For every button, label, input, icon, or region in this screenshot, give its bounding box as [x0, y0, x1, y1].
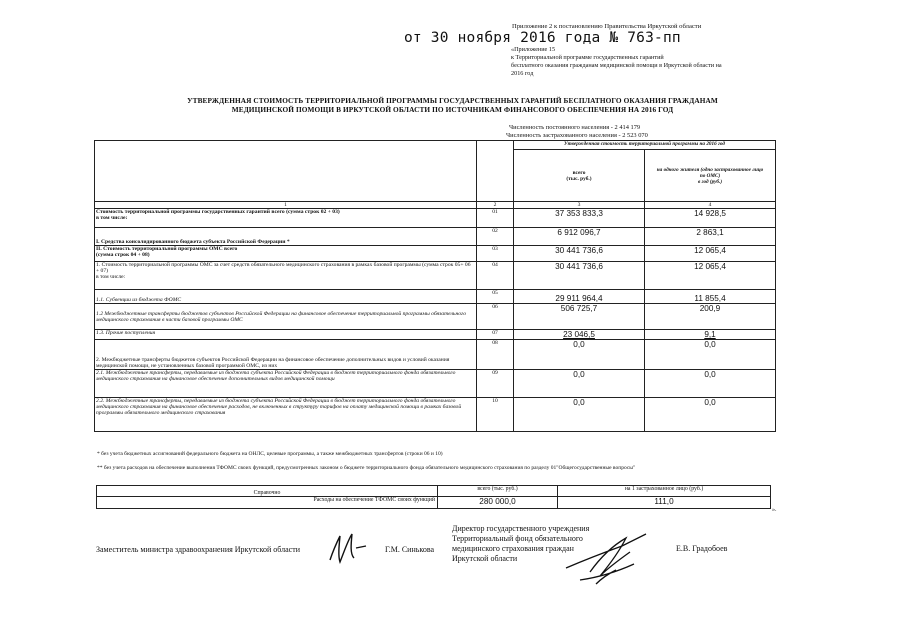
appendix-15-note	[511, 46, 781, 78]
row-per: 11 855,4	[645, 290, 776, 304]
director-signature	[560, 528, 652, 588]
row-code: 10	[477, 398, 514, 432]
row-sub: (сумма строк 04 + 08)	[96, 252, 150, 258]
director-line: Территориальный фонд обязательного	[452, 534, 583, 543]
row-total: 30 441 736,6	[514, 246, 645, 262]
title-line: УТВЕРЖДЕННАЯ СТОИМОСТЬ ТЕРРИТОРИАЛЬНОЙ ПРОГРАММЫ ГОСУДАРСТВЕННЫХ ГАРАНТИЙ БЕСПЛАТНОГО ОКАЗАНИЯ ГРАЖДАНАМ	[187, 96, 718, 105]
title-line: МЕДИЦИНСКОЙ ПОМОЩИ В ИРКУТСКОЙ ОБЛАСТИ ПО ИСТОЧНИКАМ ФИНАНСОВОГО ОБЕСПЕЧЕНИЯ НА 2016 ГОД	[231, 105, 674, 114]
row-title: 1. Стоимость территориальной программы ОМС за счет средств обязательного медицинского страхования в рамках базовой программы (сумма строк 05+ 06 + 07)	[96, 262, 471, 274]
row-per: 14 928,5	[645, 209, 776, 228]
row-total: 0,0	[514, 398, 645, 432]
row-name: 2.2. Межбюджетные трансферты, передаваемые из бюджета субъекта Российской Федерации в бюджет территориального фонда обязательного медицинского страхования на финансовое обеспечение расходов, не включенных в структуру тарифов на оплату медицинской помощи в рамках базовой программы обязательного медицинского страхования	[95, 398, 477, 432]
ref-per: 111,0	[558, 497, 771, 509]
director-name: Е.В. Градобоев	[676, 544, 728, 553]
row-name	[95, 262, 477, 290]
row-code: 04	[477, 262, 514, 290]
header-empty-name	[95, 141, 477, 202]
appendix-2-note: Приложение 2 к постановлению Правительства Иркутской области	[512, 23, 702, 30]
col-num: 2	[477, 202, 514, 209]
table-row	[95, 246, 776, 262]
row-per: 0,0	[645, 340, 776, 370]
row-name: 1.2 Межбюджетные трансферты бюджетов субъектов Российской Федерации на финансовое обеспечение территориальной программы обязательного медицинского страхования в части базовой программы ОМС	[95, 304, 477, 330]
header-empty-code	[477, 141, 514, 202]
table-row	[95, 209, 776, 228]
footnote-1: * без учета бюджетных ассигнований федерального бюджета на ОНЛС, целевые программы, а также межбюджетных трансфертов (строки 06 и 10)	[97, 451, 443, 457]
deputy-signature	[326, 530, 374, 566]
row-code: 07	[477, 330, 514, 340]
reference-table	[96, 485, 771, 509]
deputy-name: Г.М. Синькова	[385, 545, 435, 554]
population-count: Численность постоянного населения - 2 414 179	[509, 124, 641, 131]
row-name: 1.3. Прочие поступления	[95, 330, 477, 340]
row-total: 37 353 833,3	[514, 209, 645, 228]
row-code: 05	[477, 290, 514, 304]
ref-total: 280 000,0	[438, 497, 558, 509]
row-sub: в том числе:	[96, 215, 128, 221]
table-row	[95, 228, 776, 246]
cost-table	[94, 140, 776, 432]
footnote-2: ** без учета расходов на обеспечение выполнения ТФОМС своих функций, предусмотренных законом о бюджете территориального фонда обязательного медицинского страхования по разделу 01"Общегосударственные вопросы"	[97, 465, 636, 471]
header-per-line: по ОМС)	[699, 172, 721, 179]
director-line: Иркутской области	[452, 554, 518, 563]
row-total: 506 725,7	[514, 304, 645, 330]
director-line: Директор государственного учреждения	[452, 524, 590, 533]
row-title: I. Средства консолидированного бюджета субъекта Российской Федерации *	[96, 239, 290, 245]
header-total	[514, 150, 645, 202]
table-row	[95, 262, 776, 290]
row-title: Стоимость территориальной программы государственных гарантий всего (сумма строк 02 + 03)	[96, 209, 340, 215]
appendix-15-line: 2016 год	[511, 70, 534, 77]
ref-col-per: на 1 застрахованное лицо (руб.)	[558, 486, 771, 497]
row-total: 0,0	[514, 370, 645, 398]
row-per: 12 065,4	[645, 246, 776, 262]
row-per: 0,0	[645, 370, 776, 398]
director-line: медицинского страхования граждан	[452, 544, 574, 553]
row-code: 06	[477, 304, 514, 330]
row-name	[95, 246, 477, 262]
appendix-15-line: «Приложение 15	[511, 46, 556, 53]
row-total: 6 912 096,7	[514, 228, 645, 246]
table-row	[95, 340, 776, 370]
header-total-line: (тыс. руб.)	[566, 175, 592, 182]
row-total: 29 911 964,4	[514, 290, 645, 304]
row-total: 30 441 736,6	[514, 262, 645, 290]
row-name: 2. Межбюджетные трансферты бюджетов субъектов Российской Федерации на финансовое обеспечение дополнительных видов и условий оказания медицинской помощи, не установленных базовой программой ОМС, из них	[95, 340, 477, 370]
header-per-line: на одного жителя (одно застрахованное лицо	[656, 166, 764, 173]
closing-quote: ».	[772, 507, 777, 513]
ref-col-total: всего (тыс. руб.)	[438, 486, 558, 497]
table-row	[95, 398, 776, 432]
row-code: 01	[477, 209, 514, 228]
table-row	[95, 330, 776, 340]
row-per: 12 065,4	[645, 262, 776, 290]
row-total: 0,0	[514, 340, 645, 370]
document-title	[150, 96, 755, 114]
row-name: 1.1. Субвенции из бюджета ФОМС	[95, 290, 477, 304]
row-name	[95, 228, 477, 246]
header-total-line: всего	[572, 169, 586, 176]
row-code: 09	[477, 370, 514, 398]
row-per: 2 863,1	[645, 228, 776, 246]
row-title: II. Стоимость территориальной программы ОМС всего	[96, 246, 238, 252]
header-per-line: в год (руб.)	[697, 178, 723, 185]
row-per: 9,1	[645, 330, 776, 340]
row-code: 08	[477, 340, 514, 370]
ref-label: Справочно	[97, 486, 438, 497]
resolution-stamp: от 30 ноября 2016 года № 763-пп	[404, 30, 681, 46]
row-per: 200,9	[645, 304, 776, 330]
row-per: 0,0	[645, 398, 776, 432]
deputy-title: Заместитель министра здравоохранения Иркутской области	[96, 545, 300, 554]
ref-row-name: Расходы на обеспечение ТФОМС своих функций	[97, 497, 438, 509]
col-num: 3	[514, 202, 645, 209]
row-code: 03	[477, 246, 514, 262]
col-num: 1	[95, 202, 477, 209]
appendix-15-line: к Территориальной программе государственных гарантий	[511, 54, 664, 61]
row-name: 2.1. Межбюджетные трансферты, передаваемые из бюджета субъекта Российской Федерации в бюджет территориального фонда обязательного медицинского страхования на финансовое обеспечение дополнительных видов медицинской помощи	[95, 370, 477, 398]
row-name	[95, 209, 477, 228]
appendix-15-line: бесплатного оказания гражданам медицинской помощи в Иркутской области на	[511, 62, 722, 69]
table-row	[95, 304, 776, 330]
insured-count: Численность застрахованного населения - 2 523 070	[506, 132, 648, 139]
row-sub: в том числе:	[96, 274, 126, 280]
header-per-capita	[645, 150, 776, 202]
header-main: Утвержденная стоимость территориальной программы на 2016 год	[514, 141, 776, 150]
row-code: 02	[477, 228, 514, 246]
table-row	[95, 290, 776, 304]
col-num: 4	[645, 202, 776, 209]
table-row	[95, 370, 776, 398]
row-total: 23 046,5	[514, 330, 645, 340]
